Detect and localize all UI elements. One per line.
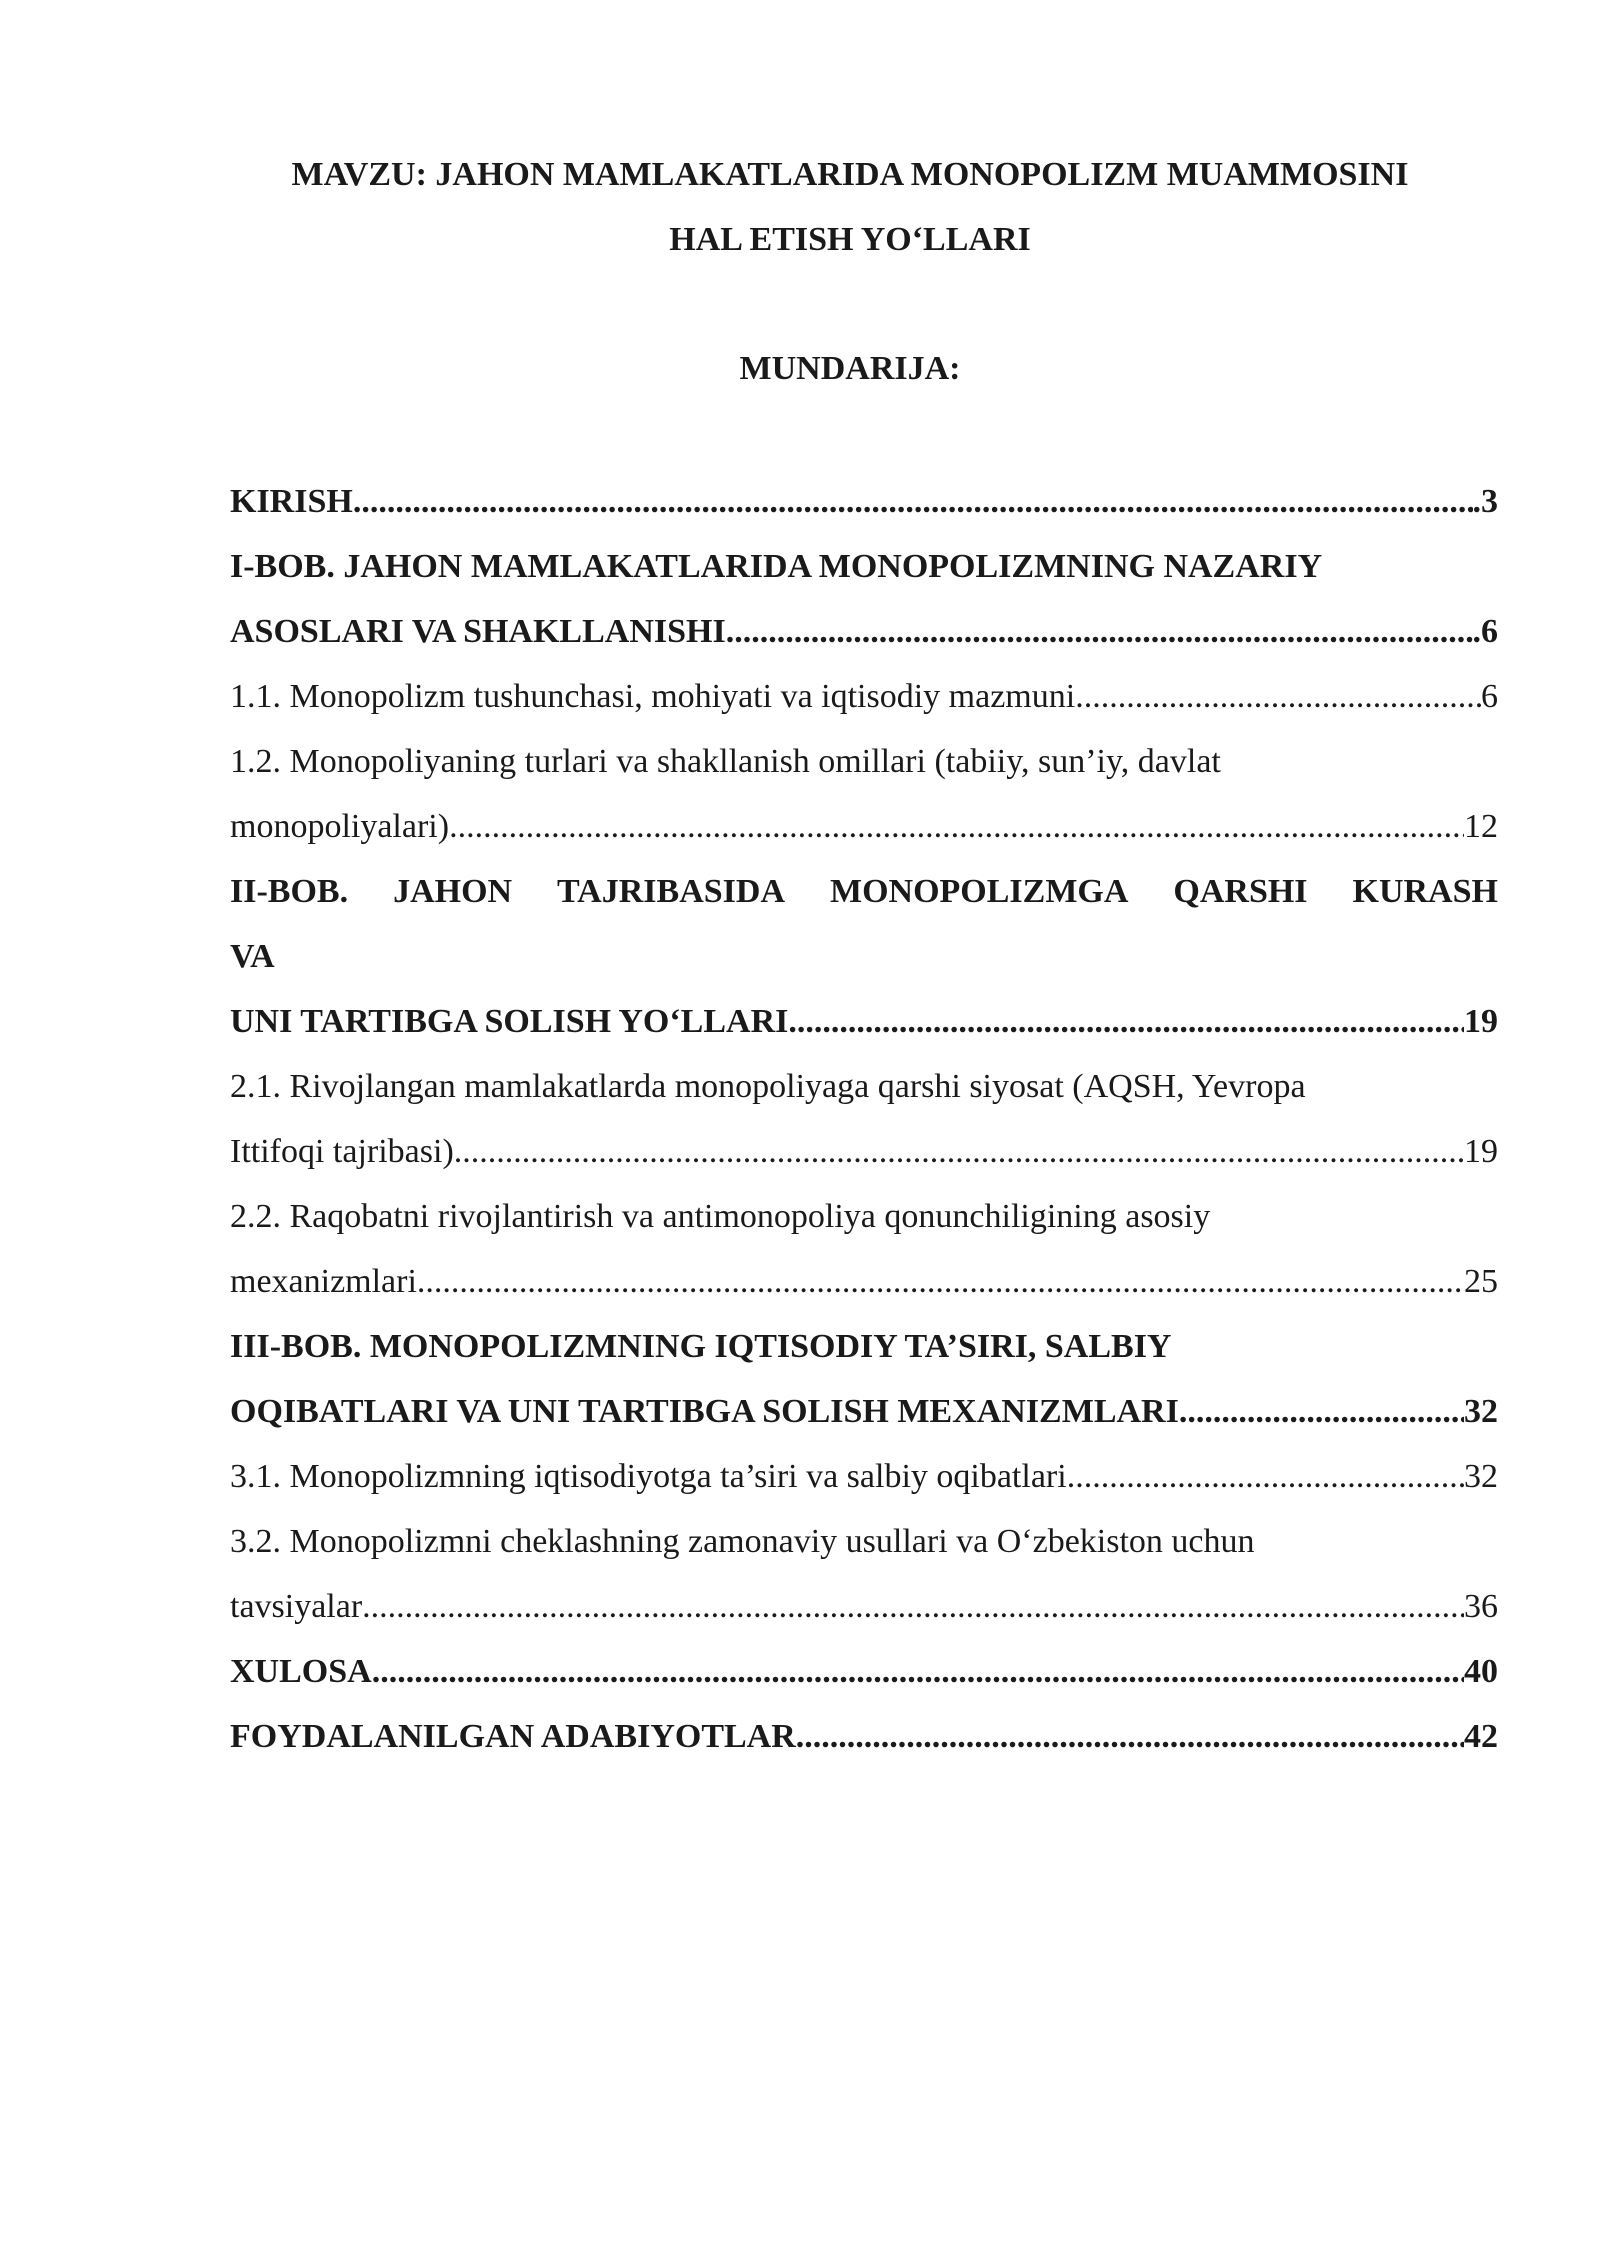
toc-word: KURASH [1352, 873, 1498, 910]
toc-entry-text: monopoliyalari) [230, 808, 450, 845]
toc-leader-dots [796, 1704, 1464, 1769]
toc-leader-dots [372, 1639, 1464, 1704]
toc-page-number: 40 [1464, 1653, 1498, 1690]
toc-entry-text: VA [230, 938, 275, 975]
toc-leader-dots [449, 794, 1464, 859]
toc-entry-bob1-line1 [230, 534, 1498, 599]
toc-leader-dots [788, 989, 1464, 1054]
toc-page-number: 32 [1464, 1393, 1498, 1430]
toc-page-number: .6 [1472, 613, 1498, 650]
toc-entry-1-2-line2 [230, 794, 1498, 859]
toc-page-number: 6 [1481, 678, 1498, 715]
toc-entry-text: 2.2. Raqobatni rivojlantirish va antimonopoliya qonunchiligining asosiy [230, 1198, 1211, 1235]
toc-entry-2-2-line2 [230, 1249, 1498, 1314]
toc-page-number: 19 [1464, 1133, 1498, 1170]
toc-entry-bob3-line1 [230, 1314, 1498, 1379]
toc-word: QARSHI [1173, 873, 1308, 910]
toc-entry-3-2-line1 [230, 1509, 1498, 1574]
toc-entry-xulosa [230, 1639, 1498, 1704]
toc-word: TAJRIBASIDA [557, 873, 786, 910]
toc-leader-dots [1075, 664, 1481, 729]
toc-word: JAHON [393, 873, 513, 910]
toc-entry-text: 1.1. Monopolizm tushunchasi, mohiyati va iqtisodiy mazmuni [230, 678, 1076, 715]
toc-leader-dots [454, 1119, 1464, 1184]
toc-leader-dots [726, 599, 1473, 664]
toc-entry-text: tavsiyalar [230, 1588, 363, 1625]
toc-page-number: 32 [1464, 1458, 1498, 1495]
toc-entry-text: I-BOB. JAHON MAMLAKATLARIDA MONOPOLIZMNING NAZARIY [230, 548, 1323, 585]
toc-entry-2-1-line2 [230, 1119, 1498, 1184]
document-title [200, 142, 1500, 272]
toc-leader-dots [362, 1574, 1464, 1639]
toc-page-number: 42 [1464, 1718, 1498, 1755]
toc-entry-3-2-line2 [230, 1574, 1498, 1639]
toc-entry-text: 3.1. Monopolizmning iqtisodiyotga ta’siri va salbiy oqibatlari [230, 1458, 1067, 1495]
toc-entry-text: III-BOB. MONOPOLIZMNING IQTISODIY TA’SIRI, SALBIY [230, 1328, 1172, 1365]
toc-entry-kirish [230, 469, 1498, 534]
toc-entry-3-1 [230, 1444, 1498, 1509]
toc-entry-text: KIRISH [230, 483, 353, 520]
toc-leader-dots [1067, 1444, 1464, 1509]
toc-entry-text: ASOSLARI VA SHAKLLANISHI [230, 613, 726, 650]
toc-word: MONOPOLIZMGA [829, 873, 1129, 910]
toc-entry-text: FOYDALANILGAN ADABIYOTLAR [230, 1718, 796, 1755]
toc-entry-text: 2.1. Rivojlangan mamlakatlarda monopoliyaga qarshi siyosat (AQSH, Yevropa [230, 1068, 1306, 1105]
toc-page-number: 36 [1464, 1588, 1498, 1625]
toc-entry-1-1 [230, 664, 1498, 729]
toc-entry-text: OQIBATLARI VA UNI TARTIBGA SOLISH MEXANIZMLARI [230, 1393, 1179, 1430]
table-of-contents [230, 469, 1498, 1769]
toc-entry-text: 1.2. Monopoliyaning turlari va shakllanish omillari (tabiiy, sun’iy, davlat [230, 743, 1221, 780]
toc-page-number: .3 [1472, 483, 1498, 520]
toc-entry-adabiyotlar [230, 1704, 1498, 1769]
toc-entry-2-1-line1 [230, 1054, 1498, 1119]
toc-entry-text: Ittifoqi tajribasi) [230, 1133, 454, 1170]
toc-leader-dots [353, 469, 1473, 534]
toc-leader-dots [417, 1249, 1464, 1314]
toc-word: II-BOB. [230, 873, 349, 910]
toc-heading: MUNDARIJA: [739, 350, 961, 387]
toc-entry-text: mexanizmlari [230, 1263, 417, 1300]
toc-entry-bob3-line2 [230, 1379, 1498, 1444]
toc-entry-text: XULOSA [230, 1653, 372, 1690]
toc-page-number: 25 [1464, 1263, 1498, 1300]
toc-entry-1-2-line1 [230, 729, 1498, 794]
toc-entry-text: UNI TARTIBGA SOLISH YO‘LLARI [230, 1003, 789, 1040]
toc-page-number: 19 [1464, 1003, 1498, 1040]
toc-entry-bob2-line1 [230, 859, 1498, 924]
title-line-2: HAL ETISH YO‘LLARI [669, 221, 1031, 258]
toc-page-number: 12 [1464, 808, 1498, 845]
toc-entry-2-2-line1 [230, 1184, 1498, 1249]
title-line-1: MAVZU: JAHON MAMLAKATLARIDA MONOPOLIZM MUAMMOSINI [291, 156, 1409, 193]
toc-entry-bob2-line3 [230, 989, 1498, 1054]
toc-leader-dots [1179, 1379, 1464, 1444]
toc-entry-bob1-line2 [230, 599, 1498, 664]
toc-entry-text: 3.2. Monopolizmni cheklashning zamonaviy usullari va O‘zbekiston uchun [230, 1523, 1255, 1560]
toc-entry-bob2-line2 [230, 924, 1498, 989]
